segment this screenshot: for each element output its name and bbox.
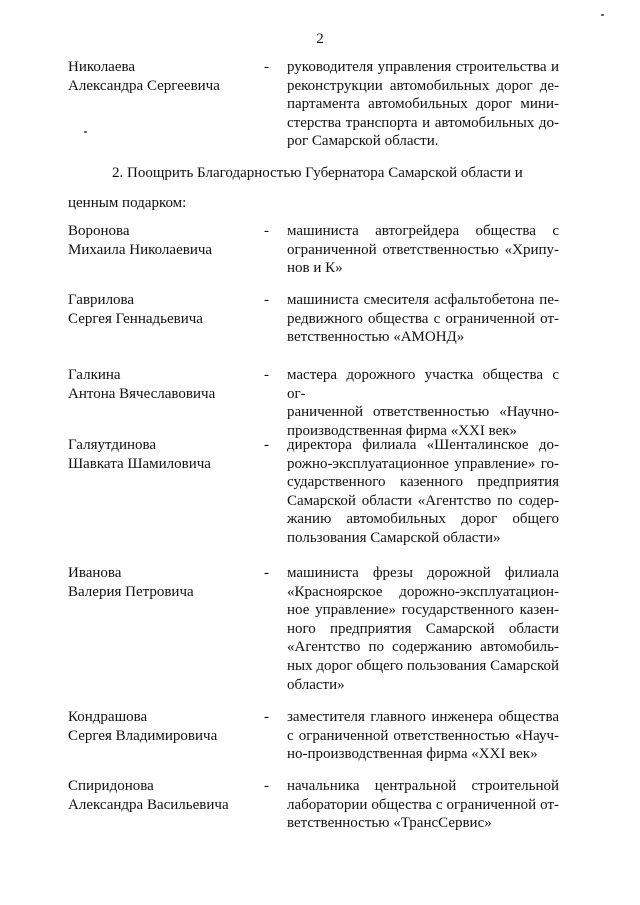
description-line: но-производственная фирма «XXI век» [287, 746, 538, 763]
description-line: ветственностью «АМОНД» [287, 329, 465, 346]
paragraph-line-1: 2. Поощрить Благодарностью Губернатора Самарской области и [112, 165, 523, 181]
separator-dash: - [264, 59, 269, 75]
page-number: 2 [316, 31, 324, 47]
person-given-name: Александра Сергеевича [68, 77, 220, 94]
description-line: «Красноярское дорожно-эксплуатацион- [287, 583, 559, 600]
position-description [287, 366, 559, 440]
person-given-name: Валерия Петровича [68, 583, 194, 600]
description-line: руководителя управления строительства и [287, 59, 559, 75]
position-description [287, 564, 559, 694]
separator-dash: - [264, 292, 269, 308]
person-surname: Кондрашова [68, 709, 148, 725]
description-line: ного предприятия Самарской области [287, 620, 559, 637]
description-line: рожно-эксплуатационное управление» го- [287, 455, 559, 472]
person-given-name: Шавката Шамиловича [68, 455, 211, 472]
description-line: нов и К» [287, 260, 343, 277]
position-description [287, 436, 559, 548]
separator-dash: - [264, 367, 269, 383]
description-line: жанию автомобильных дорог общего [287, 511, 559, 528]
person-given-name: Александра Васильевича [68, 796, 229, 813]
separator-dash: - [264, 778, 269, 794]
description-line: начальника центральной строительной [287, 778, 559, 794]
description-line: редвижного общества с ограниченной от- [287, 310, 559, 327]
description-line: заместителя главного инженера общества [287, 709, 559, 725]
position-description [287, 708, 559, 764]
person-surname: Галяутдинова [68, 437, 157, 453]
separator-dash: - [264, 437, 269, 453]
description-line: области» [287, 676, 345, 693]
separator-dash: - [264, 709, 269, 725]
person-name [68, 708, 258, 745]
person-name [68, 222, 258, 259]
position-description [287, 777, 559, 833]
description-line: машиниста автогрейдера общества с [287, 223, 559, 239]
paragraph-line-2: ценным подарком: [68, 195, 187, 211]
person-given-name: Сергея Геннадьевича [68, 310, 203, 327]
description-line: раниченной ответственностью «Научно- [287, 404, 559, 421]
person-name [68, 564, 258, 601]
person-surname: Воронова [68, 223, 130, 239]
description-line: «Агентство по содержанию автомобиль- [287, 639, 559, 656]
separator-dash: - [264, 565, 269, 581]
description-line: машиниста смесителя асфальтобетона пе- [287, 292, 559, 308]
person-given-name: Сергея Владимировича [68, 727, 218, 744]
description-line: партамента автомобильных дорог мини- [287, 96, 559, 113]
person-surname: Галкина [68, 367, 121, 383]
person-given-name: Михаила Николаевича [68, 241, 213, 258]
person-name [68, 777, 258, 814]
scan-speck-top-right [601, 14, 604, 16]
description-line: рог Самарской области. [287, 133, 439, 150]
description-line: стерства транспорта и автомобильных до- [287, 114, 559, 131]
separator-dash: - [264, 223, 269, 239]
position-description [287, 222, 559, 278]
description-line: с ограниченной ответственностью «Науч- [287, 727, 559, 744]
description-line: Самарской области «Агентство по содер- [287, 492, 559, 509]
description-line: сударственного казенного предприятия [287, 474, 559, 491]
description-line: лаборатории общества с ограниченной от- [287, 796, 559, 813]
description-line: машиниста фрезы дорожной филиала [287, 565, 559, 581]
description-line: ветственностью «ТрансСервис» [287, 815, 492, 832]
description-line: директора филиала «Шенталинское до- [287, 437, 559, 453]
description-line: производственная фирма «XXI век» [287, 422, 518, 439]
position-description [287, 58, 559, 151]
person-name [68, 291, 258, 328]
description-line: пользования Самарской области» [287, 529, 501, 546]
person-given-name: Антона Вячеславовича [68, 385, 216, 402]
person-name [68, 366, 258, 403]
person-name [68, 436, 258, 473]
person-surname: Спиридонова [68, 778, 154, 794]
description-line: мастера дорожного участка общества с ог- [287, 367, 559, 402]
position-description [287, 291, 559, 347]
person-name [68, 58, 258, 95]
description-line: реконструкции автомобильных дорог де- [287, 77, 559, 94]
person-surname: Иванова [68, 565, 122, 581]
description-line: ных дорог общего пользования Самарской [287, 657, 559, 674]
description-line: ограниченной ответственностью «Хрипу- [287, 241, 559, 258]
person-surname: Гаврилова [68, 292, 135, 308]
description-line: ное управление» государственного казен- [287, 602, 559, 619]
scan-speck-left [84, 131, 87, 133]
person-surname: Николаева [68, 59, 136, 75]
